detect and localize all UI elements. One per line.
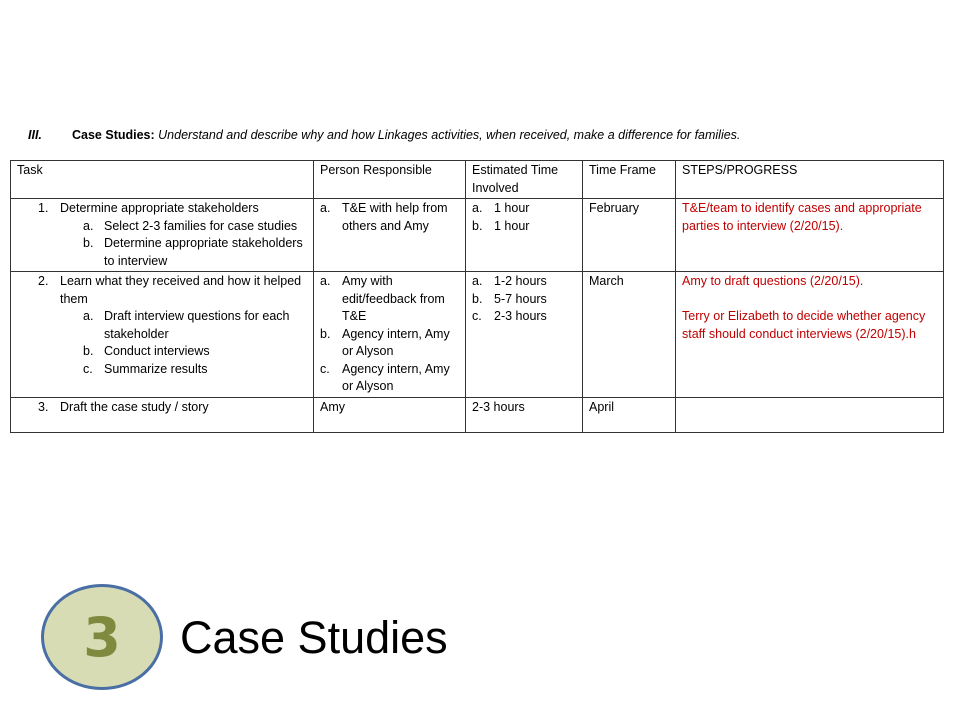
table-row [11,272,944,398]
person-item [320,361,459,396]
subtask-text: Determine appropriate stakeholders to interview [104,236,303,268]
time-marker: c. [472,309,482,323]
person-marker: b. [320,326,331,341]
person-marker: c. [320,361,330,376]
header-task: Task [11,161,314,199]
time-item [472,273,576,291]
time-cell: 2-3 hours [466,397,583,432]
person-cell [314,272,466,398]
frame-cell: March [583,272,676,398]
time-item [472,218,576,236]
time-text: 1 hour [494,218,530,233]
person-text: Agency intern, Amy or Alyson [342,361,450,393]
time-cell [466,199,583,272]
task-item [17,399,307,417]
subtask-item [17,308,307,343]
time-marker: a. [472,274,483,288]
person-item [320,273,459,326]
task-number: 2. [38,274,49,288]
header-time: Estimated Time Involved [466,161,583,199]
time-text: 1 hour [494,201,530,215]
time-cell [466,272,583,398]
subtask-marker: b. [83,344,94,358]
subtask-item [17,218,307,236]
header-person: Person Responsible [314,161,466,199]
subtask-item [17,235,307,270]
section-description: Understand and describe why and how Linkages activities, when received, make a difference for families. [158,128,741,142]
person-marker: a. [320,201,331,215]
time-marker: b. [472,291,483,306]
time-item [472,308,576,326]
task-text: Determine appropriate stakeholders [60,201,259,215]
subtask-marker: b. [83,236,94,250]
subtask-text: Summarize results [104,361,208,376]
progress-cell [676,199,944,272]
section-heading [28,127,928,143]
table-row [11,199,944,272]
person-marker: a. [320,274,331,288]
subtask-text: Select 2-3 families for case studies [104,218,298,233]
time-text: 2-3 hours [494,309,547,323]
time-marker: b. [472,218,483,233]
task-item [17,200,307,218]
subtask-marker: c. [83,361,93,376]
task-cell [11,272,314,398]
task-item [17,273,307,308]
task-number: 3. [38,399,49,414]
person-item [320,326,459,361]
table-header-row [11,161,944,199]
progress-cell [676,272,944,398]
section-number: III. [28,128,42,142]
time-text: 1-2 hours [494,274,547,288]
task-number: 1. [38,201,49,215]
subtask-text: Draft interview questions for each stakeholder [104,309,290,341]
subtask-item [17,361,307,379]
person-text: T&E with help from others and Amy [342,201,448,233]
person-cell [314,199,466,272]
slide-number-badge [41,584,163,690]
subtask-marker: a. [83,218,94,233]
header-progress: STEPS/PROGRESS [676,161,944,199]
section-label: Case Studies: [72,128,155,142]
slide-title: Case Studies [180,612,448,663]
slide-number: 3 [83,605,121,669]
table-row [11,397,944,432]
person-item [320,200,459,235]
time-text: 5-7 hours [494,291,547,306]
frame-cell: April [583,397,676,432]
task-cell [11,199,314,272]
time-item [472,291,576,309]
subtask-item [17,343,307,361]
task-text: Learn what they received and how it helped them [60,274,302,306]
time-marker: a. [472,201,483,215]
person-text: Amy with edit/feedback from T&E [342,274,445,323]
subtask-text: Conduct interviews [104,344,210,358]
progress-note: T&E/team to identify cases and appropriate parties to interview (2/20/15). [682,201,922,233]
frame-cell: February [583,199,676,272]
progress-note: Amy to draft questions (2/20/15). [682,274,864,288]
time-item [472,200,576,218]
case-study-plan-table [10,160,944,433]
progress-note: Terry or Elizabeth to decide whether agency staff should conduct interviews (2/20/15).h [682,309,926,341]
person-cell: Amy [314,397,466,432]
person-text: Agency intern, Amy or Alyson [342,326,450,358]
header-frame: Time Frame [583,161,676,199]
task-cell [11,397,314,432]
task-text: Draft the case study / story [60,399,209,414]
subtask-marker: a. [83,309,94,323]
progress-cell [676,397,944,432]
